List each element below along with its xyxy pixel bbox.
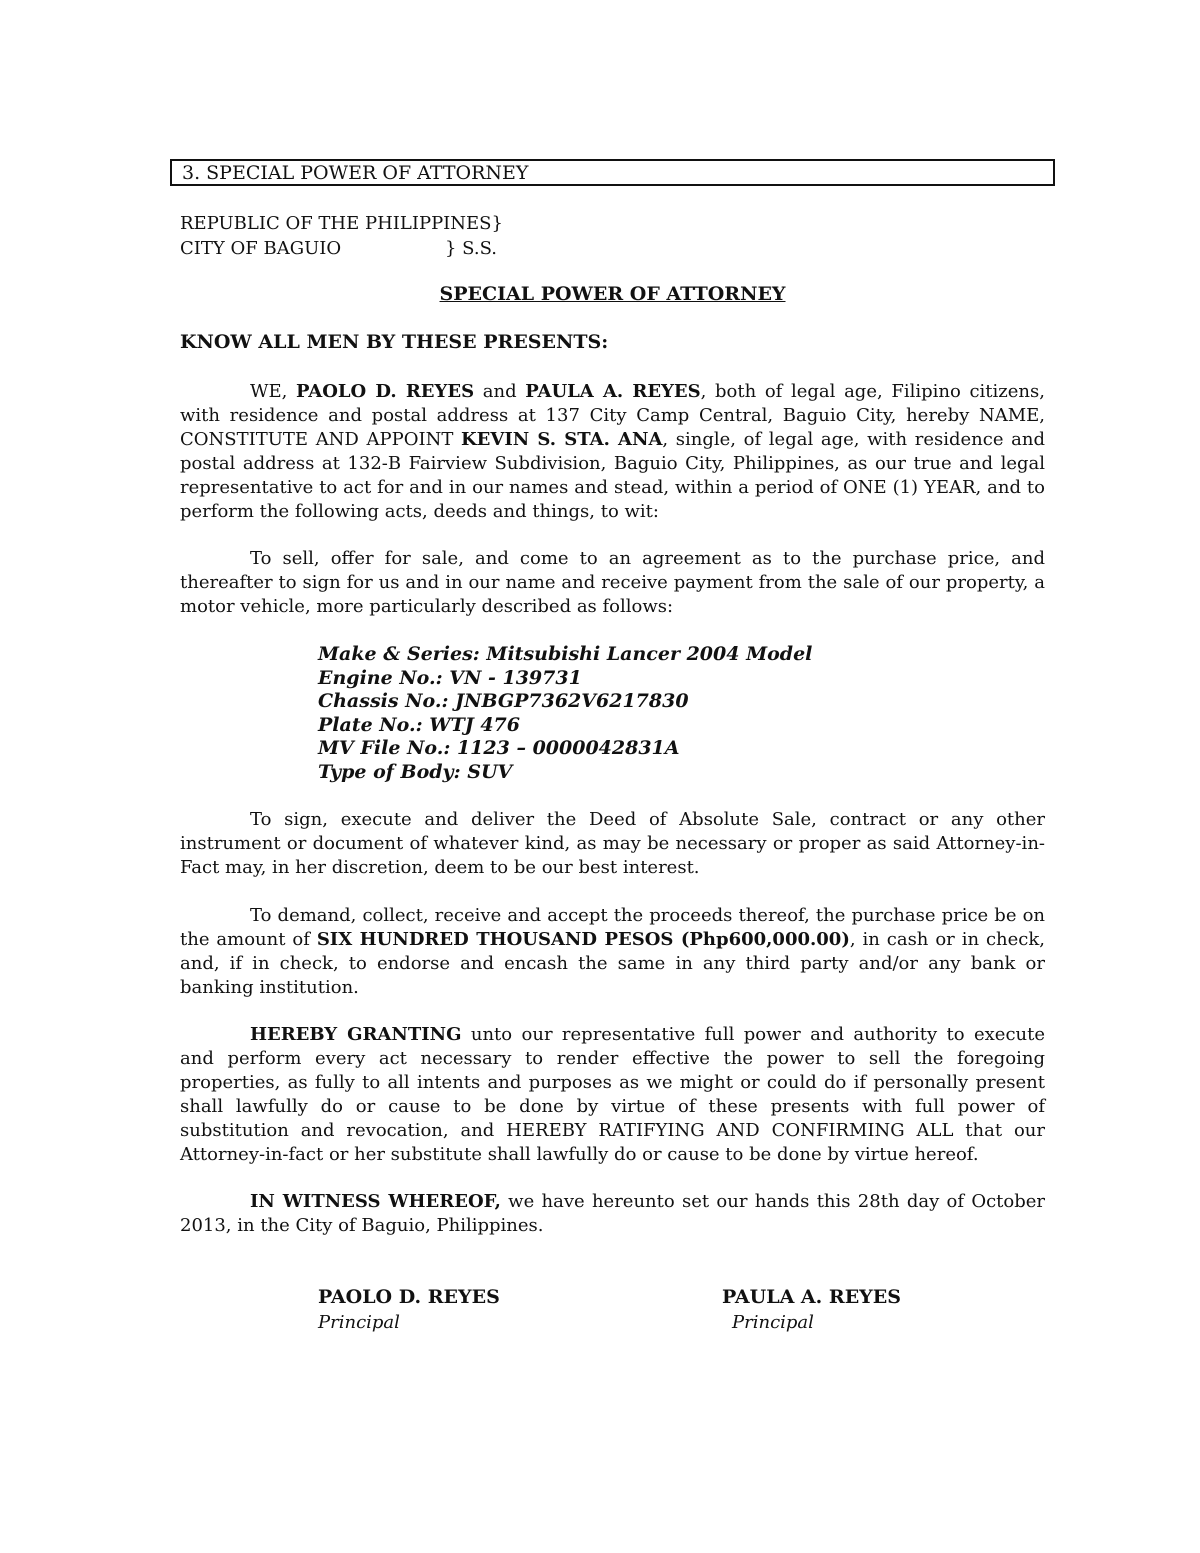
section-heading: 3. SPECIAL POWER OF ATTORNEY: [182, 162, 529, 184]
paragraph-deed: [180, 808, 1045, 880]
paragraph-sale-authority: [180, 547, 1045, 619]
paragraph-text: , single, of legal age, with residence and postal address at 132-B Fairview Subdivision, Baguio City, Philippines, as our true and legal representative to act for and in our names and stead, within a period of ONE (1) YEAR, and to perform the following acts, deeds and things, to wit:: [180, 429, 1045, 522]
vehicle-engine: Engine No.: VN - 139731: [318, 666, 582, 689]
paragraph-lead: HEREBY GRANTING: [250, 1024, 462, 1045]
paragraph-text: , in cash or in check, and, if in check, to endorse and encash the same in any third party and/or any bank or banking institution.: [180, 929, 1046, 998]
vehicle-mv-file: MV File No.: 1123 – 0000042831A: [318, 737, 680, 760]
vehicle-make: Make & Series: Mitsubishi Lancer 2004 Model: [318, 643, 813, 665]
venue-city-line: [180, 236, 503, 261]
sale-amount: SIX HUNDRED THOUSAND PESOS (Php600,000.00): [316, 929, 850, 950]
paragraph-appointment: [180, 380, 1045, 524]
paragraph-proceeds: [180, 904, 1045, 1000]
vehicle-body: Type of Body: SUV: [318, 760, 513, 783]
paragraph-lead: IN WITNESS WHEREOF,: [250, 1191, 501, 1212]
paragraph-text: To sign, execute and deliver the Deed of Absolute Sale, contract or any other instrument or document of whatever kind, as may be necessary or proper as said Attorney-in-Fact may, in her discretion, deem to be our best interest.: [180, 809, 1045, 878]
section-heading-box: [170, 159, 1055, 186]
greeting: KNOW ALL MEN BY THESE PRESENTS:: [180, 331, 609, 353]
attorney-name: KEVIN S. STA. ANA: [461, 429, 663, 450]
vehicle-chassis: Chassis No.: JNBGP7362V6217830: [318, 690, 689, 713]
signatory-name: PAULA A. REYES: [722, 1286, 901, 1308]
paragraph-text: , both of legal age, Filipino citizens, with residence and postal address at 137 City Camp Central, Baguio City, hereby NAME, CONSTITUTE AND APPOINT: [180, 381, 1045, 450]
venue-city: CITY OF BAGUIO: [180, 238, 342, 259]
signatory-name: PAOLO D. REYES: [318, 1286, 500, 1308]
venue-republic: REPUBLIC OF THE PHILIPPINES}: [180, 213, 503, 234]
paragraph-text: unto our representative full power and authority to execute and perform every act necessary to render effective the power to sell the foregoing properties, as fully to all intents and purposes as we might or could do if personally present shall lawfully do or cause to be done by virtue of these presents with full power of substitution and revocation, and HEREBY RATIFYING AND CONFIRMING ALL that our Attorney-in-fact or her substitute shall lawfully do or cause to be done by virtue hereof.: [180, 1024, 1046, 1165]
vehicle-plate: Plate No.: WTJ 476: [318, 713, 520, 736]
vehicle-details: [318, 643, 812, 785]
paragraph-text: we have hereunto set our hands this 28th day of October 2013, in the City of Baguio, Philippines.: [180, 1191, 1046, 1236]
paragraph-text: WE,: [250, 381, 297, 402]
paragraph-text: To demand, collect, receive and accept the proceeds thereof, the purchase price be on the amount of: [180, 905, 1045, 950]
document-title: SPECIAL POWER OF ATTORNEY: [439, 283, 786, 305]
signature-block-2: [722, 1285, 901, 1335]
paragraph-text: and: [474, 381, 526, 402]
venue-republic-line: [180, 211, 503, 236]
signature-block-1: [318, 1285, 500, 1335]
signatory-role: Principal: [318, 1312, 400, 1333]
paragraph-witness: [180, 1190, 1045, 1238]
principal-name: PAULA A. REYES: [525, 381, 701, 402]
paragraph-text: To sell, offer for sale, and come to an agreement as to the purchase price, and thereafter to sign for us and in our name and receive payment from the sale of our property, a motor vehicle, more particularly described as follows:: [180, 548, 1045, 617]
venue-block: [180, 211, 503, 261]
paragraph-granting: [180, 1023, 1045, 1167]
venue-ss: } S.S.: [445, 238, 497, 259]
signatory-role: Principal: [732, 1312, 814, 1333]
principal-name: PAOLO D. REYES: [296, 381, 475, 402]
